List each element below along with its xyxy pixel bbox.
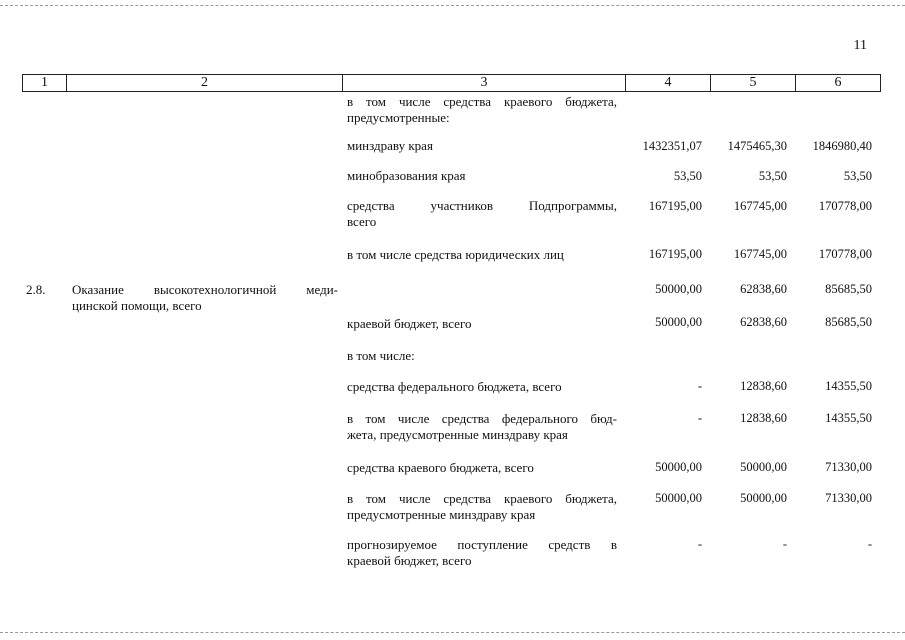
table-row-label: в том числе средства краевого бюджета, предусмотренные минздраву края (347, 491, 617, 522)
value-col-4: - (697, 379, 702, 393)
value-col-4: 1432351,07 (642, 139, 702, 153)
value-col-5: 12838,60 (740, 379, 787, 393)
table-row-label: в том числе средства федерального бюд- жета, предусмотренные минздраву края (347, 411, 617, 442)
value-col-6: 1846980,40 (812, 139, 872, 153)
scan-edge-top (0, 5, 905, 6)
value-col-5: 167745,00 (733, 247, 787, 261)
value-col-6: - (867, 537, 872, 551)
value-col-4: 50000,00 (655, 282, 702, 296)
value-col-5: 50000,00 (740, 460, 787, 474)
table-row-label: прогнозируемое поступление средств в краевой бюджет, всего (347, 537, 617, 568)
value-col-5: 1475465,30 (727, 139, 787, 153)
value-col-6: 14355,50 (825, 379, 872, 393)
value-col-6: 71330,00 (825, 460, 872, 474)
value-col-6: 53,50 (843, 169, 872, 183)
table-row-label: в том числе средства краевого бюджета, предусмотренные: (347, 94, 617, 125)
value-col-6: 85685,50 (825, 282, 872, 296)
table-row-label: минздраву края (347, 138, 433, 153)
value-col-4: - (697, 411, 702, 425)
header-col-6: 6 (796, 75, 881, 92)
value-col-4: 167195,00 (648, 247, 702, 261)
value-col-5: - (782, 537, 787, 551)
value-col-5: 53,50 (758, 169, 787, 183)
table-row-label: средства краевого бюджета, всего (347, 460, 534, 475)
value-col-5: 62838,60 (740, 282, 787, 296)
value-col-6: 14355,50 (825, 411, 872, 425)
value-col-4: - (697, 537, 702, 551)
value-col-5: 12838,60 (740, 411, 787, 425)
header-col-5: 5 (711, 75, 796, 92)
value-col-5: 50000,00 (740, 491, 787, 505)
value-col-4: 167195,00 (648, 199, 702, 213)
header-col-2: 2 (67, 75, 343, 92)
value-col-4: 50000,00 (655, 491, 702, 505)
scan-edge-bottom (0, 632, 905, 633)
item-number: 2.8. (26, 282, 46, 297)
table-row-label: в том числе: (347, 348, 415, 363)
value-col-4: 53,50 (673, 169, 702, 183)
header-col-3: 3 (343, 75, 626, 92)
page-number: 11 (853, 38, 867, 53)
table-row-label: в том числе средства юридических лиц (347, 247, 564, 262)
value-col-6: 170778,00 (818, 199, 872, 213)
table-row-label: средства федерального бюджета, всего (347, 379, 562, 394)
table-header (22, 74, 881, 92)
value-col-4: 50000,00 (655, 460, 702, 474)
value-col-6: 85685,50 (825, 315, 872, 329)
table-row-label: краевой бюджет, всего (347, 316, 472, 331)
value-col-6: 170778,00 (818, 247, 872, 261)
table-row-label: средства участников Подпрограммы, всего (347, 198, 617, 229)
table-row-label: минобразования края (347, 168, 466, 183)
value-col-4: 50000,00 (655, 315, 702, 329)
value-col-6: 71330,00 (825, 491, 872, 505)
value-col-5: 167745,00 (733, 199, 787, 213)
header-col-1: 1 (23, 75, 67, 92)
item-title: Оказание высокотехнологичной меди- цинской помощи, всего (72, 282, 338, 313)
value-col-5: 62838,60 (740, 315, 787, 329)
header-col-4: 4 (626, 75, 711, 92)
